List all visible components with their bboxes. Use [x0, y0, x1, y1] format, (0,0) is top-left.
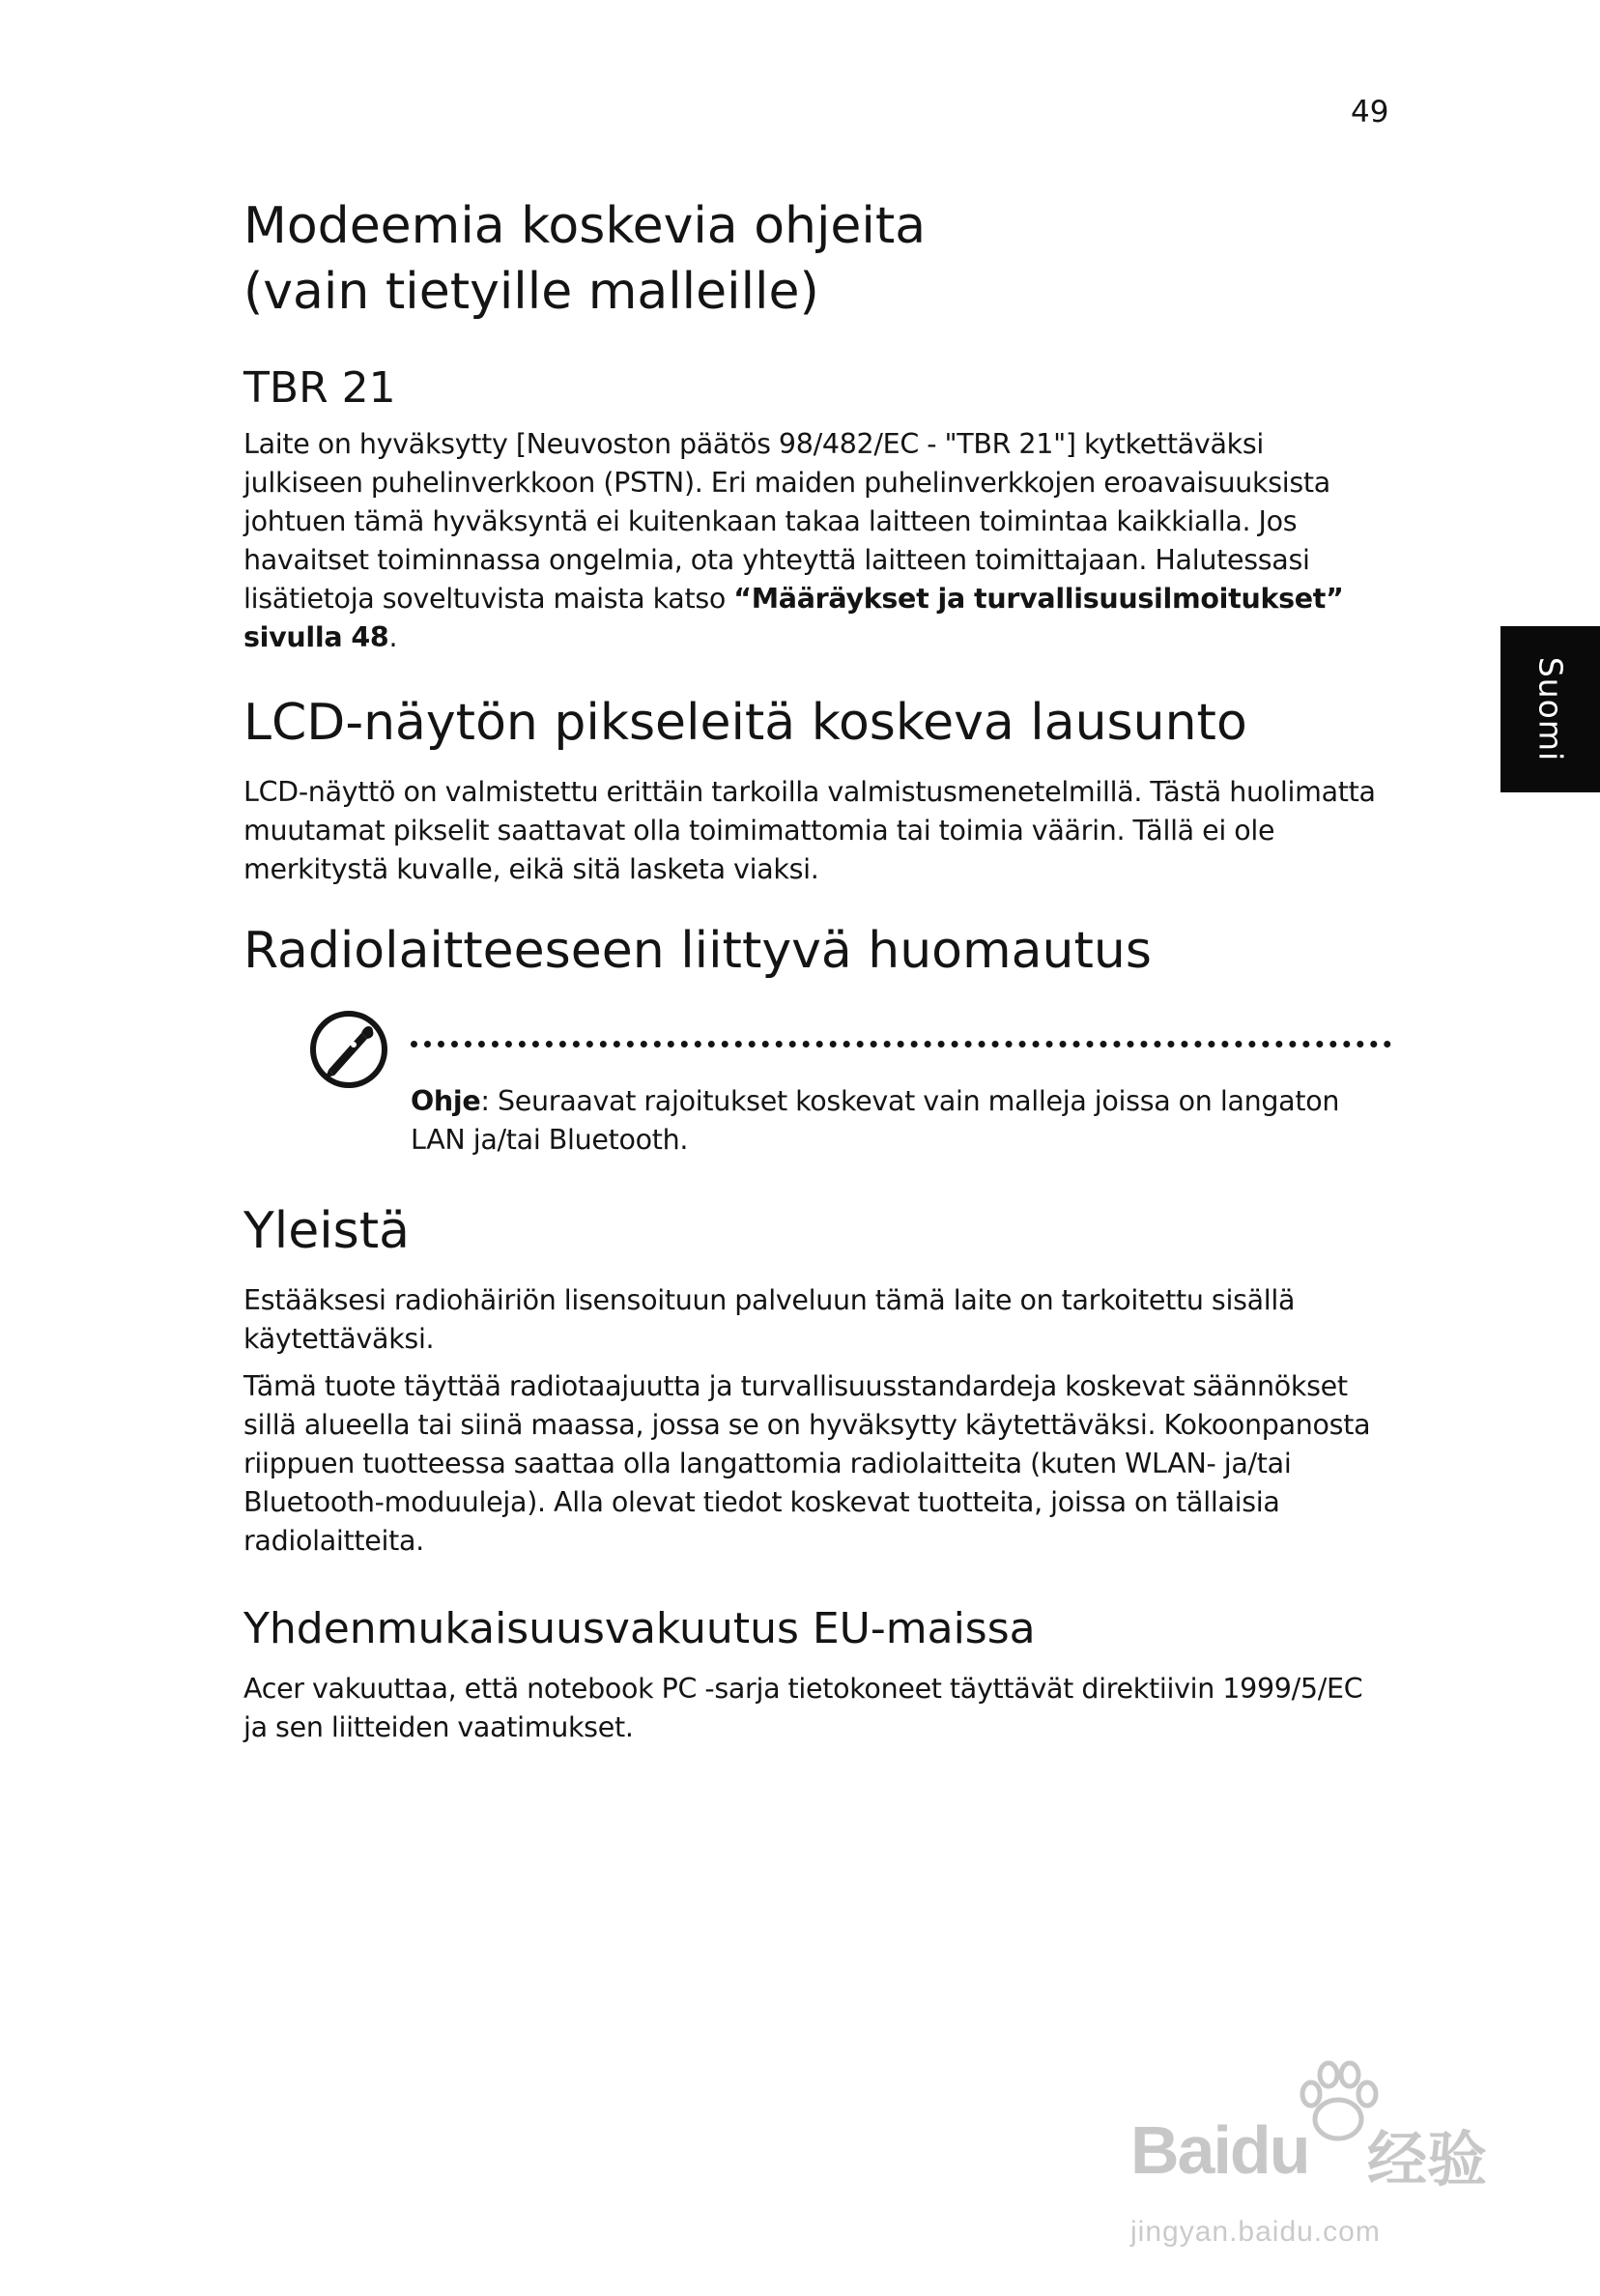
baidu-watermark — [1130, 2053, 1517, 2261]
watermark-cn: 经验 — [1367, 2124, 1488, 2195]
modem-title-line2: (vain tietyille malleille) — [243, 263, 819, 321]
lcd-paragraph: LCD-näyttö on valmistettu erittäin tarkoilla valmistusmenetelmillä. Tästä huolimatta muutamat pikselit saattavat olla toimimattomia tai toimia väärin. Tällä ei ole merkitystä kuvalle, eikä sitä lasketa viaksi. — [243, 776, 1376, 885]
eu-title: Yhdenmukaisuusvakuutus EU-maissa — [243, 1604, 1036, 1653]
note-pen-icon — [309, 1010, 388, 1089]
tbr-paragraph — [243, 425, 1384, 657]
tbr-text: Laite on hyväksytty [Neuvoston päätös 98/482/EC - "TBR 21"] kytkettäväksi julkiseen puhelinverkkoon (PSTN). Eri maiden puhelinverkkojen eroavaisuuksista johtuen tämä hyväksyntä ei kuitenkaan takaa laitteen toimintaa kaikkialla. Jos havaitset toiminnassa ongelmia, ota yhteyttä laitteen toimittajaan. Halutessasi lisätietoja soveltuvista maista katso — [243, 428, 1330, 615]
side-tab-label: Suomi — [1531, 656, 1569, 762]
tbr-title: TBR 21 — [243, 363, 396, 413]
watermark-logo: Baidu — [1130, 2112, 1309, 2188]
tbr-reference-link[interactable]: “Määräykset ja turvallisuusilmoitukset” sivulla 48 — [243, 583, 1344, 653]
eu-paragraph: Acer vakuuttaa, että notebook PC -sarja tietokoneet täyttävät direktiivin 1999/5/EC ja sen liitteiden vaatimukset. — [243, 1673, 1363, 1743]
general-title: Yleistä — [243, 1202, 410, 1260]
note-dotted-rule — [411, 1041, 1391, 1048]
watermark-url: jingyan.baidu.com — [1130, 2216, 1381, 2248]
note-body: : Seuraavat rajoitukset koskevat vain malleja joissa on langaton LAN ja/tai Bluetooth. — [411, 1085, 1340, 1156]
note-text — [411, 1082, 1357, 1160]
language-side-tab — [1500, 626, 1600, 792]
note-label: Ohje — [411, 1085, 481, 1117]
modem-title-line1: Modeemia koskevia ohjeita — [243, 197, 927, 255]
lcd-title: LCD-näytön pikseleitä koskeva lausunto — [243, 694, 1247, 752]
general-paragraph-2: Tämä tuote täyttää radiotaajuutta ja turvallisuusstandardeja koskevat säännökset sillä alueella tai siinä maassa, jossa se on hyväksytty käytettäväksi. Kokoonpanosta riippuen tuotteessa saattaa olla langattomia radiolaitteita (kuten WLAN- ja/tai Bluetooth-moduuleja). Alla olevat tiedot koskevat tuotteita, joissa on tällaisia radiolaitteita. — [243, 1370, 1371, 1557]
general-paragraph-1: Estääksesi radiohäiriön lisensoituun palveluun tämä laite on tarkoitettu sisällä käytettäväksi. — [243, 1284, 1296, 1355]
tbr-end: . — [388, 621, 398, 653]
page-number: 49 — [1351, 95, 1389, 129]
radio-title: Radiolaitteeseen liittyvä huomautus — [243, 922, 1152, 980]
